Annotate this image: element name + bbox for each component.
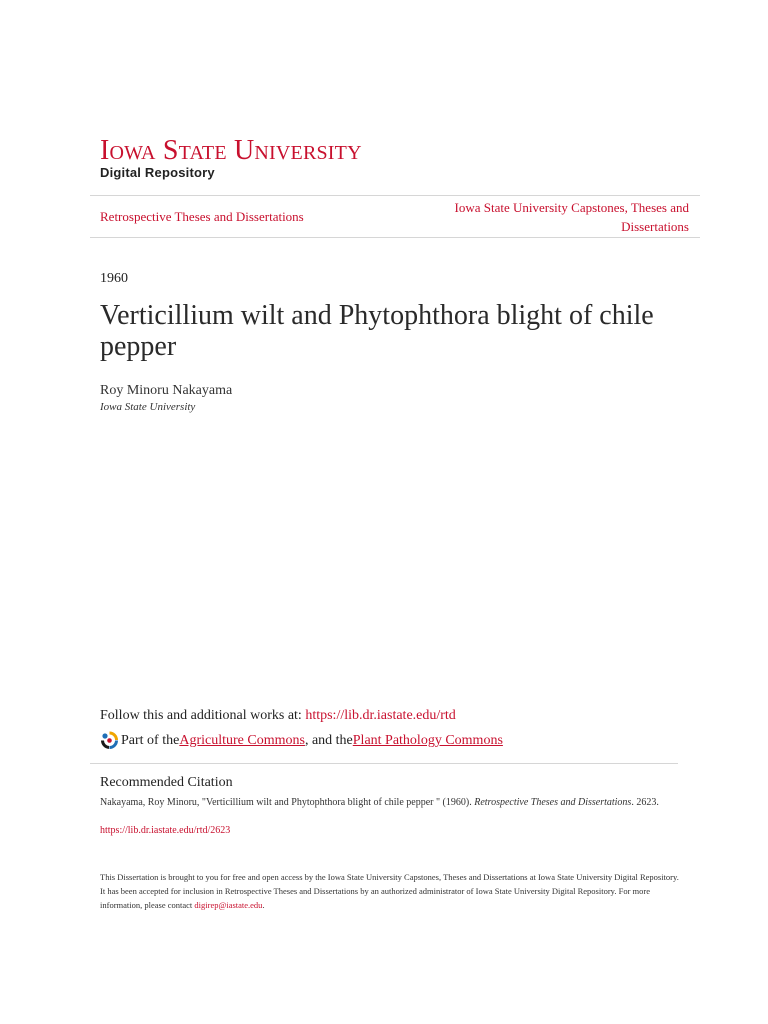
access-notice <box>100 870 680 912</box>
network-commons-icon <box>100 731 119 750</box>
logo-word-2: tate <box>178 135 234 166</box>
plant-pathology-commons-link[interactable]: Plant Pathology Commons <box>352 732 503 748</box>
logo-initial-2: S <box>162 135 179 166</box>
part-prefix: Part of the <box>121 732 180 748</box>
logo-word-1: owa <box>109 135 163 166</box>
part-middle: , and the <box>304 732 353 748</box>
logo-subtitle: Digital Repository <box>100 165 215 180</box>
university-logo <box>100 136 362 166</box>
follow-prefix: Follow this and additional works at: <box>100 708 306 723</box>
notice-text: This Dissertation is brought to you for free and open access by the Iowa State University Capstones, Theses and Dissertations at Iowa State University Digital Repository. It has been accepted for inclusion in Retrospective Theses and Dissertations by an authorized administrator of Iowa State University Digital Repository. For more information, please contact <box>100 872 679 910</box>
document-title: Verticillium wilt and Phytophthora blight of chile pepper <box>100 300 654 362</box>
citation-rule <box>90 763 678 764</box>
commons-line <box>100 731 503 750</box>
citation-plain: Nakayama, Roy Minoru, "Verticillium wilt and Phytophthora blight of chile pepper " (1960). <box>100 797 475 808</box>
citation-url-link[interactable]: https://lib.dr.iastate.edu/rtd/2623 <box>100 825 231 836</box>
agriculture-commons-link[interactable]: Agriculture Commons <box>179 732 305 748</box>
follow-line <box>100 707 456 725</box>
citation-tail: . 2623. <box>631 797 659 808</box>
contact-email-link[interactable]: digirep@iastate.edu <box>194 900 263 910</box>
nav-link-capstones[interactable]: Iowa State University Capstones, Theses and Dissertations <box>454 200 689 234</box>
logo-word-3: niversity <box>254 135 362 166</box>
notice-end: . <box>262 900 265 910</box>
nav-link-retrospective-theses[interactable]: Retrospective Theses and Dissertations <box>100 209 304 224</box>
author-affiliation: Iowa State University <box>100 401 196 413</box>
nav-top-rule <box>90 195 700 196</box>
logo-initial-1: I <box>100 135 110 166</box>
publication-year: 1960 <box>100 271 128 286</box>
logo-initial-3: U <box>233 135 255 166</box>
citation-series: Retrospective Theses and Dissertations <box>474 797 632 808</box>
author-name: Roy Minoru Nakayama <box>100 383 233 398</box>
nav-bottom-rule <box>90 237 700 238</box>
citation-heading: Recommended Citation <box>100 775 233 790</box>
follow-url-link[interactable]: https://lib.dr.iastate.edu/rtd <box>305 708 456 723</box>
citation-text <box>100 796 660 809</box>
